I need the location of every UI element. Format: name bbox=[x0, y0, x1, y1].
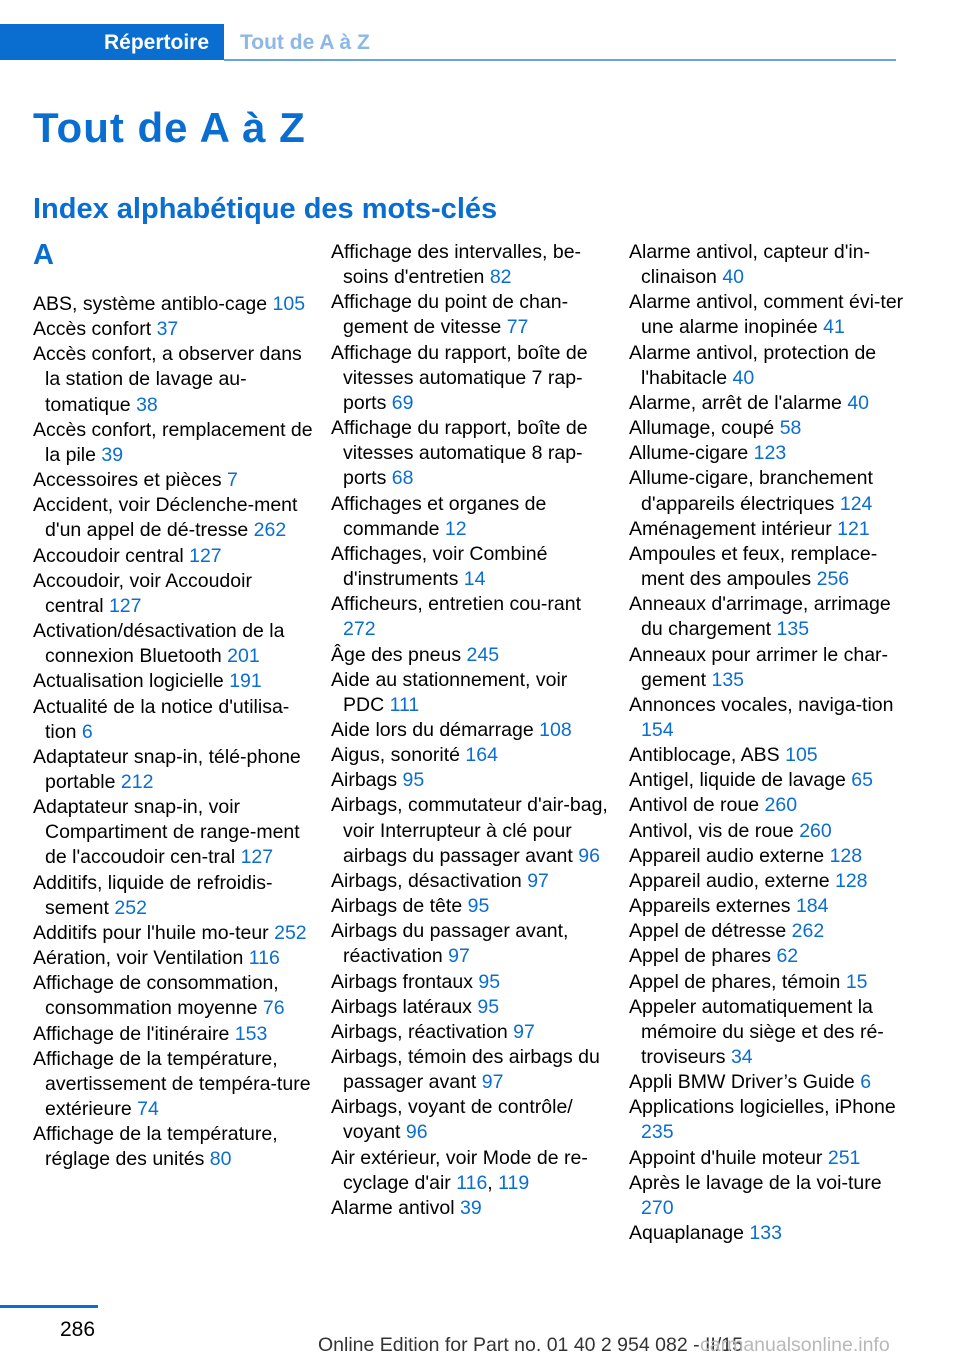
index-term: Additifs pour l'huile mo-teur bbox=[33, 921, 269, 944]
index-term: Appoint d'huile moteur bbox=[629, 1146, 823, 1169]
index-term: Aigus, sonorité bbox=[331, 744, 460, 767]
index-entry bbox=[629, 894, 909, 919]
page-link[interactable]: 97 bbox=[527, 869, 549, 892]
page-link[interactable]: 105 bbox=[785, 744, 818, 767]
index-term: Airbags, désactivation bbox=[331, 869, 522, 892]
index-term: Affichage de la température, réglage des unités bbox=[33, 1123, 278, 1171]
index-entry bbox=[629, 290, 909, 340]
index-entry bbox=[629, 743, 909, 768]
page-link[interactable]: 164 bbox=[465, 744, 498, 767]
page-link[interactable]: 260 bbox=[764, 794, 798, 817]
index-term: Appareils externes bbox=[629, 895, 791, 918]
index-term: Actualisation logicielle bbox=[33, 670, 224, 693]
page-link[interactable]: 41 bbox=[823, 316, 845, 339]
page-link[interactable]: 235 bbox=[641, 1121, 674, 1144]
index-term: Appareil audio, externe bbox=[629, 869, 830, 892]
index-entry bbox=[331, 919, 611, 969]
tab-repertoire-label: Répertoire bbox=[104, 31, 210, 54]
page-link[interactable]: 34 bbox=[730, 1046, 753, 1068]
index-entry bbox=[629, 1146, 909, 1171]
page-link[interactable]: 127 bbox=[240, 846, 274, 869]
index-entry bbox=[629, 592, 909, 642]
index-term: Appli BMW Driver’s Guide bbox=[629, 1071, 855, 1094]
index-term: Affichage de la température, avertissement de tempéra-ture extérieure bbox=[33, 1047, 311, 1120]
index-term: Aménagement intérieur bbox=[629, 517, 832, 540]
page-link[interactable]: 252 bbox=[274, 921, 307, 944]
index-term: Airbags, témoin des airbags du passager avant bbox=[331, 1046, 600, 1094]
index-term: Appeler automatiquement la mémoire du siège et des ré-troviseurs bbox=[629, 995, 884, 1068]
index-entry bbox=[33, 317, 313, 342]
index-entry bbox=[33, 795, 313, 870]
index-entry bbox=[629, 466, 909, 516]
page-link[interactable]: 15 bbox=[845, 970, 868, 993]
index-term: Affichage du point de chan-gement de vitesse bbox=[331, 291, 569, 339]
page-link[interactable]: 111 bbox=[389, 693, 420, 716]
index-term: Âge des pneus bbox=[331, 643, 462, 666]
index-entry bbox=[33, 418, 313, 468]
page-link[interactable]: 260 bbox=[799, 819, 832, 842]
index-term: Aide lors du démarrage bbox=[331, 718, 534, 741]
page-link[interactable]: 97 bbox=[481, 1071, 504, 1094]
index-term: Airbags du passager avant, réactivation bbox=[331, 920, 569, 968]
index-term: Afficheurs, entretien cou-rant bbox=[331, 593, 582, 616]
index-entry bbox=[629, 542, 909, 592]
page-link[interactable]: 121 bbox=[837, 517, 870, 540]
index-entry bbox=[33, 1022, 313, 1047]
index-entry bbox=[33, 871, 313, 921]
index-term: Ampoules et feux, remplace-ment des ampoules bbox=[629, 542, 878, 591]
index-entry bbox=[331, 718, 611, 743]
page-link[interactable]: 272 bbox=[343, 618, 376, 641]
index-entry bbox=[33, 921, 313, 946]
page-link[interactable]: 82 bbox=[489, 266, 512, 289]
index-term: Airbags frontaux bbox=[331, 970, 473, 993]
index-term: Airbags, commutateur d'air-bag, voir Interrupteur à clé pour airbags du passager avant bbox=[331, 794, 608, 867]
section-letter: A bbox=[33, 239, 54, 271]
page-link[interactable]: 184 bbox=[795, 895, 829, 918]
page-link[interactable]: 123 bbox=[753, 442, 787, 465]
page-link[interactable]: 127 bbox=[189, 544, 222, 567]
index-entry bbox=[331, 542, 611, 592]
index-entry bbox=[331, 1045, 611, 1095]
index-entry bbox=[33, 292, 313, 317]
index-entry bbox=[331, 240, 611, 290]
index-term: Anneaux pour arrimer le char-gement bbox=[629, 643, 889, 691]
page-link[interactable]: 135 bbox=[776, 618, 810, 641]
page-link[interactable]: 212 bbox=[120, 770, 154, 793]
index-term: Allume-cigare, branchement d'appareils électriques bbox=[629, 467, 873, 515]
index-entry bbox=[629, 517, 909, 542]
index-entry bbox=[629, 1221, 909, 1246]
index-entry bbox=[331, 869, 611, 894]
page-link[interactable]: 245 bbox=[466, 643, 500, 666]
index-term: Aquaplanage bbox=[629, 1222, 744, 1245]
index-term: Alarme antivol, comment évi-ter une alarme inopinée bbox=[629, 291, 904, 339]
index-term: Annonces vocales, naviga-tion bbox=[629, 693, 894, 716]
index-term: Adaptateur snap-in, télé-phone portable bbox=[33, 745, 301, 793]
index-term: Alarme antivol, protection de l'habitacle bbox=[629, 341, 877, 389]
index-entry bbox=[33, 946, 313, 971]
page-link[interactable]: 135 bbox=[711, 668, 745, 691]
page-title: Tout de A à Z bbox=[33, 104, 306, 151]
index-term: Airbags, réactivation bbox=[331, 1020, 508, 1043]
index-entry bbox=[33, 1122, 313, 1172]
index-entry bbox=[629, 1095, 909, 1145]
page-link[interactable]: 133 bbox=[749, 1222, 782, 1245]
index-entry bbox=[629, 391, 909, 416]
index-entry bbox=[33, 745, 313, 795]
index-entry bbox=[331, 290, 611, 340]
index-entry bbox=[331, 668, 611, 718]
index-entry bbox=[331, 592, 611, 642]
page-link[interactable]: 124 bbox=[839, 492, 873, 515]
index-term: Accoudoir central bbox=[33, 544, 184, 567]
index-entry bbox=[629, 944, 909, 969]
page-link[interactable]: 39 bbox=[459, 1196, 482, 1219]
page-link[interactable]: 108 bbox=[539, 718, 572, 741]
index-entry bbox=[33, 619, 313, 669]
tab-tout-de-a-a-z[interactable]: Tout de A à Z bbox=[240, 31, 370, 54]
index-term: Après le lavage de la voi-ture bbox=[629, 1171, 882, 1194]
page-link[interactable]: 80 bbox=[209, 1148, 232, 1171]
index-term: Aération, voir Ventilation bbox=[33, 947, 244, 970]
index-term: Affichage de consommation, consommation moyenne bbox=[33, 972, 279, 1020]
page-link[interactable]: 7 bbox=[227, 469, 238, 492]
index-entry bbox=[331, 643, 611, 668]
index-term: Adaptateur snap-in, voir Compartiment de range-ment de l'accoudoir cen-tral bbox=[33, 796, 300, 869]
page-link[interactable]: 97 bbox=[513, 1020, 535, 1043]
index-entry bbox=[331, 970, 611, 995]
page-link[interactable]: 154 bbox=[641, 718, 674, 741]
header-bar bbox=[0, 0, 960, 64]
index-entry bbox=[629, 643, 909, 693]
page-subtitle: Index alphabétique des mots-clés bbox=[33, 193, 498, 225]
index-entry bbox=[629, 240, 909, 290]
index-term: Appareil audio externe bbox=[629, 844, 825, 867]
page-link[interactable]: 62 bbox=[776, 945, 799, 968]
page-link[interactable]: 65 bbox=[851, 769, 873, 792]
index-term: Accès confort bbox=[33, 318, 152, 341]
index-term: Antivol de roue bbox=[629, 794, 760, 817]
index-entry bbox=[33, 468, 313, 493]
index-entry bbox=[331, 341, 611, 416]
page-link[interactable]: 58 bbox=[779, 417, 802, 440]
index-term: Affichage de l'itinéraire bbox=[33, 1022, 230, 1045]
index-entry bbox=[331, 1196, 611, 1221]
index-term: Alarme antivol, capteur d'in-clinaison bbox=[629, 241, 871, 289]
index-entry bbox=[331, 492, 611, 542]
page-link[interactable]: 116 bbox=[456, 1171, 488, 1194]
index-entry bbox=[629, 919, 909, 944]
edition-text: Online Edition for Part no. 01 40 2 954 082 - II/15 bbox=[318, 1334, 743, 1356]
index-entry bbox=[331, 416, 611, 491]
index-entry bbox=[629, 819, 909, 844]
index-entry bbox=[629, 995, 909, 1070]
index-entry bbox=[629, 341, 909, 391]
page-link[interactable]: 127 bbox=[108, 594, 142, 617]
index-entry bbox=[629, 970, 909, 995]
index-term: Affichage des intervalles, be-soins d'entretien bbox=[331, 241, 582, 289]
page-link[interactable]: 252 bbox=[114, 896, 147, 919]
index-entry bbox=[331, 793, 611, 868]
index-entry bbox=[331, 995, 611, 1020]
index-term: Appel de détresse bbox=[629, 920, 787, 943]
header-divider bbox=[224, 59, 896, 61]
page-link[interactable]: 262 bbox=[791, 920, 825, 943]
index-entry bbox=[33, 669, 313, 694]
page-link[interactable]: 77 bbox=[506, 316, 529, 339]
index-entry: Air extérieur, voir Mode de re-cyclage d'air 116, 119 bbox=[331, 1146, 588, 1194]
page-link[interactable]: 270 bbox=[641, 1196, 674, 1219]
index-entry bbox=[33, 971, 313, 1021]
index-entry bbox=[331, 743, 611, 768]
index-term: Affichage du rapport, boîte de vitesses automatique 8 rap-ports bbox=[331, 417, 588, 490]
page-number: 286 bbox=[60, 1318, 96, 1341]
index-entry bbox=[33, 695, 313, 745]
page-link[interactable]: 6 bbox=[81, 720, 93, 743]
index-entry bbox=[33, 342, 313, 417]
index-entry bbox=[629, 441, 909, 466]
index-term: ABS, système antiblo-cage bbox=[33, 293, 268, 315]
index-term: Air extérieur, voir Mode de re-cyclage d'air bbox=[331, 1146, 588, 1194]
tab-repertoire[interactable] bbox=[0, 24, 224, 60]
page-link[interactable]: 97 bbox=[448, 945, 470, 968]
index-term: Antiblocage, ABS bbox=[629, 744, 780, 767]
index-term: Appel de phares, témoin bbox=[629, 970, 841, 993]
index-term: Antivol, vis de roue bbox=[629, 819, 794, 842]
page-link[interactable]: 153 bbox=[234, 1022, 268, 1045]
index-term: Appel de phares bbox=[629, 945, 772, 968]
index-term: Accident, voir Déclenche-ment d'un appel de dé-tresse bbox=[33, 494, 298, 542]
page-link[interactable]: 105 bbox=[272, 293, 306, 315]
index-entry bbox=[629, 793, 909, 818]
index-term: Airbags de tête bbox=[331, 895, 463, 918]
page-link[interactable]: 40 bbox=[722, 266, 745, 289]
index-term: Accessoires et pièces bbox=[33, 469, 222, 492]
page-link[interactable]: 128 bbox=[829, 844, 863, 867]
index-term: Alarme, arrêt de l'alarme bbox=[629, 391, 842, 414]
index-entry bbox=[629, 844, 909, 869]
index-term: Aide au stationnement, voir PDC bbox=[331, 668, 568, 716]
index-term: Accès confort, remplacement de la pile bbox=[33, 418, 313, 466]
index-term: Activation/désactivation de la connexion Bluetooth bbox=[33, 620, 285, 668]
index-entry bbox=[629, 1070, 909, 1095]
page-link[interactable]: 128 bbox=[834, 869, 868, 892]
index-term: Affichage du rapport, boîte de vitesses automatique 7 rap-ports bbox=[331, 341, 588, 414]
index-term: Accoudoir, voir Accoudoir central bbox=[33, 569, 252, 617]
page-link[interactable]: 251 bbox=[827, 1146, 861, 1169]
page-link[interactable]: 96 bbox=[405, 1121, 428, 1144]
index-term: Allume-cigare bbox=[629, 442, 749, 465]
page-link[interactable]: 256 bbox=[816, 568, 850, 591]
index-term: Applications logicielles, iPhone bbox=[629, 1096, 896, 1119]
index-column-2 bbox=[331, 240, 611, 1221]
index-entry bbox=[33, 569, 313, 619]
index-term: Antigel, liquide de lavage bbox=[629, 769, 846, 792]
page-link[interactable]: 95 bbox=[478, 970, 501, 993]
page-link[interactable]: 119 bbox=[498, 1171, 530, 1194]
page-link[interactable]: 262 bbox=[253, 519, 287, 542]
index-entry bbox=[331, 1095, 611, 1145]
index-entry bbox=[629, 416, 909, 441]
index-entry bbox=[331, 894, 611, 919]
index-entry bbox=[629, 869, 909, 894]
index-entry bbox=[629, 1171, 909, 1221]
footer-divider bbox=[0, 1305, 98, 1308]
page-link[interactable]: 40 bbox=[732, 366, 755, 389]
page-link[interactable]: 96 bbox=[578, 844, 600, 867]
index-entry bbox=[33, 493, 313, 543]
index-entry bbox=[331, 1020, 611, 1045]
page-link[interactable]: 95 bbox=[467, 895, 490, 918]
index-entry bbox=[331, 768, 611, 793]
page-link[interactable]: 95 bbox=[477, 995, 500, 1018]
index-entry bbox=[629, 693, 909, 743]
index-term: Accès confort, a observer dans la station de lavage au-tomatique bbox=[33, 343, 302, 416]
page-link[interactable]: 201 bbox=[227, 645, 260, 668]
index-column-1 bbox=[33, 240, 313, 1172]
page-link[interactable]: 38 bbox=[136, 393, 158, 416]
index-term: Additifs, liquide de refroidis-sement bbox=[33, 871, 273, 919]
page-link[interactable]: 69 bbox=[391, 391, 414, 414]
index-entry bbox=[629, 768, 909, 793]
index-term: Affichages et organes de commande bbox=[331, 492, 547, 540]
index-term: Anneaux d'arrimage, arrimage du chargement bbox=[629, 593, 891, 641]
index-entry bbox=[33, 544, 313, 569]
index-column-3 bbox=[629, 240, 909, 1246]
page-link[interactable]: 37 bbox=[156, 318, 179, 341]
index-term: Allumage, coupé bbox=[629, 417, 775, 440]
page-link[interactable]: 74 bbox=[137, 1098, 159, 1120]
page-link[interactable]: 40 bbox=[847, 391, 870, 414]
page-link[interactable]: 116 bbox=[248, 947, 280, 970]
page-link[interactable]: 68 bbox=[391, 467, 414, 490]
index-term: Actualité de la notice d'utilisa-tion bbox=[33, 695, 290, 743]
index-term: Airbags, voyant de contrôle/ voyant bbox=[331, 1096, 573, 1144]
page-link[interactable]: 76 bbox=[262, 997, 285, 1020]
page-link[interactable]: 14 bbox=[463, 568, 486, 591]
index-term: Airbags bbox=[331, 769, 398, 792]
page-link[interactable]: 6 bbox=[860, 1071, 872, 1094]
page-link[interactable]: 95 bbox=[402, 769, 425, 792]
index-term: Affichages, voir Combiné d'instruments bbox=[331, 542, 548, 591]
index-term: Airbags latéraux bbox=[331, 995, 472, 1018]
page-link[interactable]: 12 bbox=[444, 517, 467, 540]
watermark: carmanualsonline.info bbox=[700, 1334, 890, 1356]
index-entry bbox=[33, 1047, 313, 1122]
page-link[interactable]: 39 bbox=[101, 443, 124, 466]
index-term: Alarme antivol bbox=[331, 1196, 455, 1219]
page-link[interactable]: 191 bbox=[229, 670, 262, 693]
